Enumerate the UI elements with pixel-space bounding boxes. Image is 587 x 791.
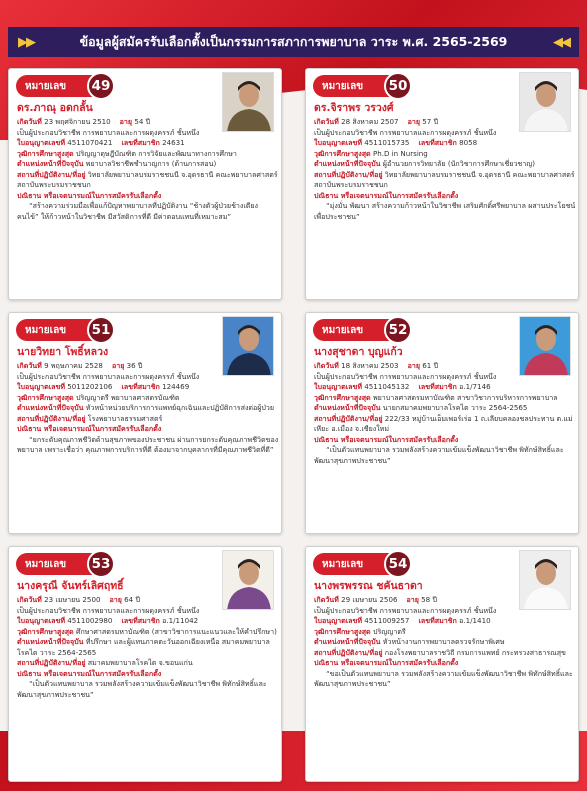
workplace-label: สถานที่ปฏิบัติงาน/ที่อยู่ — [314, 647, 383, 657]
birth-date: 18 สิงหาคม 2503 — [341, 361, 399, 370]
license-label: ใบอนุญาตเลขที่ — [314, 138, 363, 147]
number-label: หมายเลข — [25, 324, 67, 336]
birth-label: เกิดวันที่ — [17, 361, 42, 370]
vision-label: ปณิธาน หรือเจตนารมณ์ในการสมัครรับเลือกตั้ง — [17, 424, 162, 433]
workplace-value: วิทยาลัยพยาบาลบรมราชชนนี จ.อุดรธานี คณะพยาบาลศาสตร์ สถาบันพระบรมราชชนก — [17, 169, 278, 189]
birth-date: 23 พฤศจิกายน 2510 — [44, 117, 111, 126]
vision-statement: “ยกระดับคุณภาพชีวิตด้านสุขภาพของประชาชน ผ่านการยกระดับคุณภาพชีวิตของพยาบาล เพราะเชื่อว่า คุณภาพการบริการที่ดี ต้องมาจากบุคลากรที่มีคุณภาพชีวิตที่ดี” — [17, 434, 279, 454]
member-label: เลขที่สมาชิก — [121, 382, 160, 391]
vision-statement: “ขอเป็นตัวแทนพยาบาล รวมพลังสร้างความเข้มแข็งพัฒนาวิชาชีพ พิทักษ์สิทธิ์และพัฒนาสุขภาพประชาชน” — [314, 668, 573, 688]
vision-label: ปณิธาน หรือเจตนารมณ์ในการสมัครรับเลือกตั้ง — [314, 434, 459, 444]
position-label: ตำแหน่งหน้าที่ปัจจุบัน — [314, 159, 381, 168]
education-label: วุฒิการศึกษาสูงสุด — [17, 148, 74, 158]
candidate-info — [314, 117, 576, 222]
vision-label: ปณิธาน หรือเจตนารมณ์ในการสมัครรับเลือกตั้ง — [314, 658, 459, 667]
vision-label: ปณิธาน หรือเจตนารมณ์ในการสมัครรับเลือกตั้ง — [314, 190, 459, 200]
position-label: ตำแหน่งหน้าที่ปัจจุบัน — [17, 159, 84, 168]
candidate-number-badge — [16, 75, 111, 97]
candidate-card — [305, 312, 579, 534]
birth-label: เกิดวันที่ — [314, 361, 339, 370]
candidate-number: 52 — [384, 316, 412, 344]
education-value: ปริญญาดุษฎีบัณฑิต การวิจัยและพัฒนาทางการศึกษา — [75, 148, 237, 158]
birth-date: 29 เมษายน 2506 — [341, 595, 398, 604]
age-value: 58 ปี — [421, 595, 437, 604]
candidate-name: นางครุณี จันทร์เลิศฤทธิ์ — [17, 580, 124, 592]
member-label: เลขที่สมาชิก — [418, 616, 457, 625]
candidate-name: ดร.ภาณุ อดกลั้น — [17, 102, 93, 114]
birth-date: 9 พฤษภาคม 2528 — [44, 361, 103, 370]
profession: เป็นผู้ประกอบวิชาชีพ การพยาบาลและการผดุงครรภ์ ชั้นหนึ่ง — [17, 371, 200, 381]
profession: เป็นผู้ประกอบวิชาชีพ การพยาบาลและการผดุงครรภ์ ชั้นหนึ่ง — [17, 127, 200, 137]
workplace-label: สถานที่ปฏิบัติงาน/ที่อยู่ — [314, 413, 383, 423]
member-number: 124469 — [162, 382, 190, 391]
birth-date: 23 เมษายน 2500 — [44, 595, 101, 604]
member-number: อ.1/11042 — [162, 616, 199, 625]
education-label: วุฒิการศึกษาสูงสุด — [314, 626, 371, 636]
position-value: หัวหน้าหน่วยบริการการแพทย์ฉุกเฉินและปฏิบัติการส่งต่อผู้ป่วย — [85, 403, 275, 412]
position-value: หัวหน้างานการพยาบาลตรวจรักษาพิเศษ — [382, 637, 505, 646]
vision-statement: “เป็นตัวแทนพยาบาล รวมพลังสร้างความเข้มแข็งพัฒนาวิชาชีพ พิทักษ์สิทธิ์และพัฒนาสุขภาพประชาชน” — [17, 679, 267, 699]
position-value: พยาบาลวิชาชีพชำนาญการ (ด้านการสอน) — [85, 159, 217, 168]
education-value: Ph.D in Nursing — [372, 148, 428, 158]
number-label: หมายเลข — [322, 558, 364, 570]
candidate-number-badge — [313, 319, 408, 341]
birth-label: เกิดวันที่ — [314, 595, 339, 604]
candidate-number: 50 — [384, 72, 412, 100]
license-label: ใบอนุญาตเลขที่ — [314, 382, 363, 391]
age-value: 57 ปี — [422, 117, 439, 126]
license-number: 4511015735 — [364, 138, 410, 147]
birth-label: เกิดวันที่ — [314, 117, 339, 126]
profession: เป็นผู้ประกอบวิชาชีพ การพยาบาลและการผดุงครรภ์ ชั้นหนึ่ง — [314, 605, 497, 615]
age-label: อายุ — [406, 595, 419, 604]
position-label: ตำแหน่งหน้าที่ปัจจุบัน — [17, 637, 84, 646]
profession: เป็นผู้ประกอบวิชาชีพ การพยาบาลและการผดุงครรภ์ ชั้นหนึ่ง — [17, 605, 200, 615]
birth-date: 28 สิงหาคม 2507 — [341, 117, 399, 126]
education-label: วุฒิการศึกษาสูงสุด — [314, 392, 371, 402]
candidate-info — [17, 361, 279, 456]
education-value: ปริญญาตรี — [372, 626, 406, 636]
age-label: อายุ — [407, 361, 421, 370]
license-number: 4511002980 — [67, 616, 113, 625]
license-number: 5011202106 — [67, 382, 113, 391]
candidate-number: 54 — [384, 550, 412, 578]
age-label: อายุ — [119, 117, 133, 126]
member-label: เลขที่สมาชิก — [121, 138, 160, 147]
candidate-number-badge — [313, 553, 408, 575]
number-label: หมายเลข — [322, 324, 364, 336]
vision-statement: “มุ่งมั่น พัฒนา สร้างความก้าวหน้าในวิชาชีพ เสริมศักดิ์ศรีพยาบาล ผสานประโยชน์เพื่อประชาชน” — [314, 201, 576, 221]
license-label: ใบอนุญาตเลขที่ — [17, 138, 66, 147]
candidate-number: 53 — [87, 550, 115, 578]
number-label: หมายเลข — [322, 80, 364, 92]
license-number: 4511045132 — [364, 382, 410, 391]
member-number: อ.1/1410 — [459, 616, 491, 625]
age-value: 64 ปี — [124, 595, 140, 604]
member-number: 8058 — [459, 138, 478, 147]
workplace-label: สถานที่ปฏิบัติงาน/ที่อยู่ — [17, 658, 86, 667]
candidate-card — [305, 546, 579, 782]
workplace-value: 222/33 หมู่บ้านเอ็มเพอร์เร่อ 1 ถ.เลียบคลองชลประทาน ต.แม่เหียะ อ.เมือง จ.เชียงใหม่ — [314, 413, 573, 433]
birth-label: เกิดวันที่ — [17, 595, 42, 604]
candidate-number-badge — [16, 553, 111, 575]
age-label: อายุ — [111, 361, 125, 370]
page-header — [8, 27, 579, 57]
profession: เป็นผู้ประกอบวิชาชีพ การพยาบาลและการผดุงครรภ์ ชั้นหนึ่ง — [314, 127, 497, 137]
member-label: เลขที่สมาชิก — [418, 138, 457, 147]
license-label: ใบอนุญาตเลขที่ — [17, 382, 66, 391]
position-value: ที่ปรึกษา และผู้แทนภาคตะวันออกเฉียงเหนือ สมาคมพยาบาลโรคไต วาระ 2564-2565 — [17, 637, 270, 657]
candidate-number-badge — [313, 75, 408, 97]
page-title: ข้อมูลผู้สมัครรับเลือกตั้งเป็นกรรมการสภาการพยาบาล วาระ พ.ศ. 2565-2569 — [79, 34, 508, 49]
position-label: ตำแหน่งหน้าที่ปัจจุบัน — [314, 403, 381, 412]
position-label: ตำแหน่งหน้าที่ปัจจุบัน — [314, 637, 381, 646]
candidate-card — [8, 68, 282, 300]
member-number: อ.1/7146 — [459, 382, 491, 391]
candidate-number-badge — [16, 319, 111, 341]
education-label: วุฒิการศึกษาสูงสุด — [17, 626, 74, 636]
candidate-info — [314, 361, 576, 466]
vision-statement: “เป็นตัวแทนพยาบาล รวมพลังสร้างความเข้มแข็งพัฒนาวิชาชีพ พิทักษ์สิทธิ์และพัฒนาสุขภาพประชาชน” — [314, 445, 564, 465]
education-value: ศึกษาศาสตรมหาบัณฑิต (สาขาวิชาการแนะแนวและให้คำปรึกษา) — [75, 626, 277, 636]
candidate-name: นางสุชาดา บุญแก้ว — [314, 346, 403, 358]
vision-label: ปณิธาน หรือเจตนารมณ์ในการสมัครรับเลือกตั้ง — [17, 190, 162, 200]
candidate-name: ดร.จิราพร วรวงศ์ — [314, 102, 394, 114]
workplace-value: วิทยาลัยพยาบาลบรมราชชนนี จ.อุดรธานี คณะพยาบาลศาสตร์ สถาบันพระบรมราชชนก — [314, 169, 575, 189]
candidate-info — [17, 595, 279, 700]
birth-label: เกิดวันที่ — [17, 117, 42, 126]
candidate-number: 51 — [87, 316, 115, 344]
age-label: อายุ — [407, 117, 421, 126]
candidate-name: นายวิทยา โพธิ์หลวง — [17, 346, 109, 358]
candidate-card — [8, 312, 282, 534]
workplace-label: สถานที่ปฏิบัติงาน/ที่อยู่ — [17, 413, 86, 423]
position-value: ผู้อำนวยการวิทยาลัย (นักวิชาการศึกษาเชี่ยวชาญ) — [382, 159, 536, 168]
candidate-card — [8, 546, 282, 782]
age-value: 54 ปี — [134, 117, 151, 126]
license-label: ใบอนุญาตเลขที่ — [314, 616, 363, 625]
profession: เป็นผู้ประกอบวิชาชีพ การพยาบาลและการผดุงครรภ์ ชั้นหนึ่ง — [314, 371, 497, 381]
education-value: พยาบาลศาสตรมหาบัณฑิต สาขาวิชาการบริหารการพยาบาล — [372, 392, 558, 402]
age-value: 36 ปี — [126, 361, 143, 370]
license-label: ใบอนุญาตเลขที่ — [17, 616, 66, 625]
education-label: วุฒิการศึกษาสูงสุด — [314, 148, 371, 158]
member-number: 24631 — [162, 138, 185, 147]
member-label: เลขที่สมาชิก — [418, 382, 457, 391]
number-label: หมายเลข — [25, 558, 67, 570]
candidate-name: นางพรพรรณ ชคันธาดา — [314, 580, 423, 592]
position-value: นายกสมาคมพยาบาลโรคไต วาระ 2564-2565 — [382, 403, 528, 412]
workplace-label: สถานที่ปฏิบัติงาน/ที่อยู่ — [17, 169, 86, 179]
education-value: ปริญญาตรี พยาบาลศาสตรบัณฑิต — [75, 392, 180, 402]
double-arrow-left-icon: ◀◀ — [552, 34, 569, 50]
candidate-info — [17, 117, 279, 222]
license-number: 4511009257 — [364, 616, 410, 625]
workplace-value: กองโรงพยาบาลราชวิถี กรมการแพทย์ กระทรวงสาธารณสุข — [384, 647, 566, 657]
license-number: 4511070421 — [67, 138, 113, 147]
vision-label: ปณิธาน หรือเจตนารมณ์ในการสมัครรับเลือกตั้ง — [17, 668, 162, 678]
workplace-value: โรงพยาบาลธรรมศาสตร์ — [87, 413, 163, 423]
age-label: อายุ — [109, 595, 122, 604]
candidate-info — [314, 595, 576, 690]
candidate-number: 49 — [87, 72, 115, 100]
position-label: ตำแหน่งหน้าที่ปัจจุบัน — [17, 403, 84, 412]
vision-statement: “สร้างความร่วมมือเพื่อแก้ปัญหาพยาบาลที่ปฏิบัติงาน “ช้างตัวผู้ป่วยช้างเตียงคนไข้” ให้ก้าวหน้าในวิชาชีพ มีสวัสดิการที่ดี มีค่าตอบแทนที่เหมาะสม” — [17, 201, 258, 221]
number-label: หมายเลข — [25, 80, 67, 92]
age-value: 61 ปี — [422, 361, 439, 370]
workplace-label: สถานที่ปฏิบัติงาน/ที่อยู่ — [314, 169, 383, 179]
education-label: วุฒิการศึกษาสูงสุด — [17, 392, 74, 402]
workplace-value: สมาคมพยาบาลโรคไต จ.ขอนแก่น — [87, 658, 193, 667]
double-arrow-right-icon: ▶▶ — [18, 34, 34, 50]
candidate-card — [305, 68, 579, 300]
member-label: เลขที่สมาชิก — [121, 616, 160, 625]
